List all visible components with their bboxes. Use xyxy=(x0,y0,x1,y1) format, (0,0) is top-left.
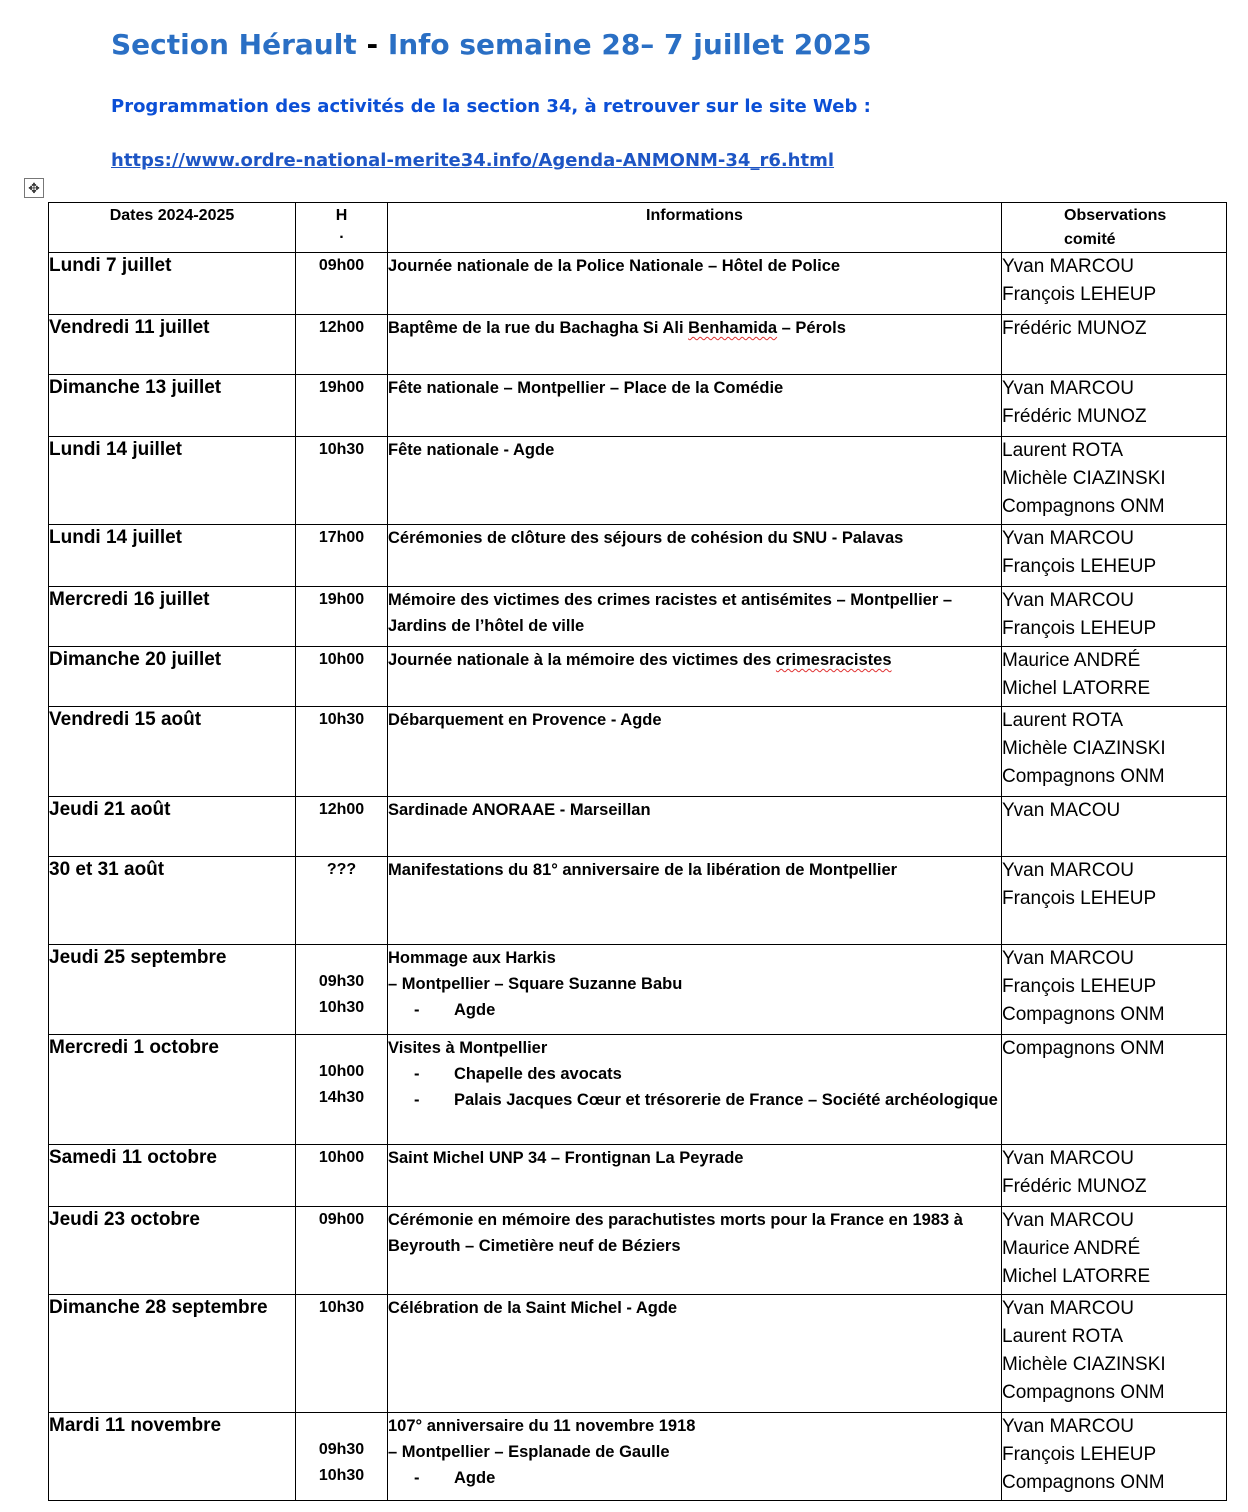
bullet-dash: - xyxy=(414,1469,420,1487)
table-row xyxy=(49,707,1227,797)
table-row xyxy=(49,587,1227,647)
row-date: Dimanche 20 juillet xyxy=(49,647,296,707)
header-time-dot: . xyxy=(339,225,344,242)
header-obs-line2: comité xyxy=(1064,231,1116,248)
committee-member: Maurice ANDRÉ xyxy=(1002,650,1141,671)
row-time xyxy=(296,945,388,1035)
committee-member: Yvan MARCOU xyxy=(1002,1210,1134,1231)
row-observations xyxy=(1002,253,1227,315)
info-text: – Pérols xyxy=(777,319,846,337)
row-date: Lundi 14 juillet xyxy=(49,525,296,587)
table-row xyxy=(49,375,1227,437)
row-observations xyxy=(1002,707,1227,797)
bullet-dash: - xyxy=(414,1065,420,1083)
table-row xyxy=(49,437,1227,525)
committee-member: François LEHEUP xyxy=(1002,976,1157,997)
committee-member: François LEHEUP xyxy=(1002,556,1157,577)
committee-member: Compagnons ONM xyxy=(1002,766,1165,787)
row-information: Journée nationale de la Police Nationale – Hôtel de Police xyxy=(388,253,1002,315)
header-dates: Dates 2024-2025 xyxy=(49,203,296,253)
agenda-body xyxy=(49,253,1227,1501)
table-row xyxy=(49,1413,1227,1501)
committee-member: Compagnons ONM xyxy=(1002,1472,1165,1493)
row-observations xyxy=(1002,1295,1227,1413)
row-time: 10h00 xyxy=(296,1145,388,1207)
row-observations xyxy=(1002,1145,1227,1207)
table-row xyxy=(49,1207,1227,1295)
page-title xyxy=(111,28,872,61)
row-time: 12h00 xyxy=(296,315,388,375)
committee-member: Compagnons ONM xyxy=(1002,1004,1165,1025)
table-header-row xyxy=(49,203,1227,253)
committee-member: Michèle CIAZINSKI xyxy=(1002,468,1166,489)
row-information: Mémoire des victimes des crimes racistes et antisémites – Montpellier – Jardins de l’hôtel de ville xyxy=(388,587,1002,647)
title-week-info: Info semaine 28– 7 juillet 2025 xyxy=(387,28,872,61)
row-date: Jeudi 21 août xyxy=(49,797,296,857)
row-time: 17h00 xyxy=(296,525,388,587)
committee-member: Laurent ROTA xyxy=(1002,440,1124,461)
bullet-text: Agde xyxy=(454,1469,496,1487)
row-time: 10h30 xyxy=(296,437,388,525)
committee-member: Yvan MACOU xyxy=(1002,800,1121,821)
row-date: Jeudi 25 septembre xyxy=(49,945,296,1035)
committee-member: Laurent ROTA xyxy=(1002,1326,1124,1347)
committee-member: Yvan MARCOU xyxy=(1002,256,1134,277)
committee-member: Yvan MARCOU xyxy=(1002,378,1134,399)
bullet-dash: - xyxy=(414,1001,420,1019)
row-information: Cérémonie en mémoire des parachutistes morts pour la France en 1983 à Beyrouth – Cimetière neuf de Béziers xyxy=(388,1207,1002,1295)
table-row xyxy=(49,315,1227,375)
committee-member: François LEHEUP xyxy=(1002,1444,1157,1465)
committee-member: Yvan MARCOU xyxy=(1002,1148,1134,1169)
header-observations xyxy=(1002,203,1227,253)
row-information: Manifestations du 81° anniversaire de la libération de Montpellier xyxy=(388,857,1002,945)
row-information xyxy=(388,945,1002,1035)
row-time-entry: 09h30 xyxy=(318,973,365,990)
row-date: 30 et 31 août xyxy=(49,857,296,945)
row-information: Sardinade ANORAAE - Marseillan xyxy=(388,797,1002,857)
row-time-entry: 10h30 xyxy=(318,999,365,1016)
committee-member: François LEHEUP xyxy=(1002,284,1157,305)
agenda-link[interactable]: https://www.ordre-national-merite34.info/Agenda-ANMONM-34_r6.html xyxy=(111,150,835,171)
row-date: Vendredi 11 juillet xyxy=(49,315,296,375)
row-time-entry: 10h30 xyxy=(318,1467,365,1484)
committee-member: Michèle CIAZINSKI xyxy=(1002,1354,1166,1375)
row-information xyxy=(388,647,1002,707)
info-bullet xyxy=(388,1465,1001,1491)
info-line: 107° anniversaire du 11 novembre 1918 xyxy=(388,1417,696,1435)
row-date: Samedi 11 octobre xyxy=(49,1145,296,1207)
subtitle: Programmation des activités de la section 34, à retrouver sur le site Web : xyxy=(111,96,871,117)
committee-member: Yvan MARCOU xyxy=(1002,590,1134,611)
row-observations xyxy=(1002,437,1227,525)
row-information: Fête nationale – Montpellier – Place de la Comédie xyxy=(388,375,1002,437)
agenda-table xyxy=(48,202,1227,1501)
committee-member: François LEHEUP xyxy=(1002,888,1157,909)
row-time-entry: 14h30 xyxy=(318,1089,365,1106)
row-date: Lundi 7 juillet xyxy=(49,253,296,315)
spellcheck-flagged-word: Benhamida xyxy=(688,319,778,337)
table-row xyxy=(49,857,1227,945)
info-line: Hommage aux Harkis xyxy=(388,949,556,967)
bullet-text: Chapelle des avocats xyxy=(454,1065,622,1083)
committee-member: Frédéric MUNOZ xyxy=(1002,406,1147,427)
committee-member: Michèle CIAZINSKI xyxy=(1002,738,1166,759)
committee-member: Frédéric MUNOZ xyxy=(1002,318,1147,339)
row-observations xyxy=(1002,797,1227,857)
title-section: Section Hérault xyxy=(111,28,357,61)
row-information: Fête nationale - Agde xyxy=(388,437,1002,525)
table-row xyxy=(49,1145,1227,1207)
table-row xyxy=(49,647,1227,707)
row-observations xyxy=(1002,857,1227,945)
info-bullet xyxy=(388,1061,1001,1087)
row-information xyxy=(388,1413,1002,1501)
row-date: Dimanche 13 juillet xyxy=(49,375,296,437)
row-date: Vendredi 15 août xyxy=(49,707,296,797)
row-time: 09h00 xyxy=(296,253,388,315)
table-row xyxy=(49,1295,1227,1413)
row-time: 19h00 xyxy=(296,587,388,647)
row-date: Dimanche 28 septembre xyxy=(49,1295,296,1413)
info-bullet xyxy=(388,1087,1001,1113)
committee-member: Yvan MARCOU xyxy=(1002,860,1134,881)
row-information xyxy=(388,315,1002,375)
row-observations xyxy=(1002,587,1227,647)
info-bullet xyxy=(388,997,1001,1023)
row-information: Saint Michel UNP 34 – Frontignan La Peyrade xyxy=(388,1145,1002,1207)
bullet-dash: - xyxy=(414,1091,420,1109)
table-row xyxy=(49,525,1227,587)
spellcheck-flagged-word: crimesracistes xyxy=(775,651,892,669)
row-time: 10h00 xyxy=(296,647,388,707)
table-row xyxy=(49,945,1227,1035)
committee-member: Compagnons ONM xyxy=(1002,1382,1165,1403)
bullet-text: Palais Jacques Cœur et trésorerie de France – Société archéologique xyxy=(454,1091,998,1109)
row-time: 12h00 xyxy=(296,797,388,857)
row-time xyxy=(296,1035,388,1145)
row-date: Mardi 11 novembre xyxy=(49,1413,296,1501)
committee-member: Compagnons ONM xyxy=(1002,496,1165,517)
row-time: 10h30 xyxy=(296,1295,388,1413)
row-observations xyxy=(1002,945,1227,1035)
row-time: 10h30 xyxy=(296,707,388,797)
bullet-text: Agde xyxy=(454,1001,496,1019)
row-date: Jeudi 23 octobre xyxy=(49,1207,296,1295)
row-date: Mercredi 16 juillet xyxy=(49,587,296,647)
row-time: ??? xyxy=(296,857,388,945)
table-row xyxy=(49,253,1227,315)
header-time xyxy=(296,203,388,253)
committee-member: Yvan MARCOU xyxy=(1002,1416,1134,1437)
info-text: Journée nationale à la mémoire des victimes des xyxy=(388,651,776,669)
row-observations xyxy=(1002,1207,1227,1295)
committee-member: Yvan MARCOU xyxy=(1002,1298,1134,1319)
table-move-handle-icon[interactable]: ✥ xyxy=(24,178,44,198)
row-information: Débarquement en Provence - Agde xyxy=(388,707,1002,797)
row-information: Célébration de la Saint Michel - Agde xyxy=(388,1295,1002,1413)
committee-member: Frédéric MUNOZ xyxy=(1002,1176,1147,1197)
committee-member: Maurice ANDRÉ xyxy=(1002,1238,1141,1259)
table-row xyxy=(49,1035,1227,1145)
title-separator: - xyxy=(356,28,388,61)
info-line: – Montpellier – Esplanade de Gaulle xyxy=(388,1443,670,1461)
header-obs-line1: Observations xyxy=(1064,207,1167,224)
row-time: 09h00 xyxy=(296,1207,388,1295)
info-line: Visites à Montpellier xyxy=(388,1039,548,1057)
row-date: Lundi 14 juillet xyxy=(49,437,296,525)
header-informations: Informations xyxy=(388,203,1002,253)
table-row xyxy=(49,797,1227,857)
info-text: Baptême de la rue du Bachagha Si Ali xyxy=(388,319,689,337)
committee-member: Michel LATORRE xyxy=(1002,678,1151,699)
info-line: – Montpellier – Square Suzanne Babu xyxy=(388,975,683,993)
header-time-label: H xyxy=(335,207,348,224)
committee-member: Laurent ROTA xyxy=(1002,710,1124,731)
committee-member: Michel LATORRE xyxy=(1002,1266,1151,1287)
row-time-entry: 10h00 xyxy=(318,1063,365,1080)
row-observations xyxy=(1002,647,1227,707)
row-observations xyxy=(1002,525,1227,587)
row-time xyxy=(296,1413,388,1501)
row-observations xyxy=(1002,375,1227,437)
committee-member: Compagnons ONM xyxy=(1002,1038,1165,1059)
committee-member: Yvan MARCOU xyxy=(1002,528,1134,549)
row-information xyxy=(388,1035,1002,1145)
row-time: 19h00 xyxy=(296,375,388,437)
row-time-entry: 09h30 xyxy=(318,1441,365,1458)
row-information: Cérémonies de clôture des séjours de cohésion du SNU - Palavas xyxy=(388,525,1002,587)
row-observations xyxy=(1002,1413,1227,1501)
row-observations xyxy=(1002,315,1227,375)
committee-member: Yvan MARCOU xyxy=(1002,948,1134,969)
row-observations xyxy=(1002,1035,1227,1145)
committee-member: François LEHEUP xyxy=(1002,618,1157,639)
row-date: Mercredi 1 octobre xyxy=(49,1035,296,1145)
